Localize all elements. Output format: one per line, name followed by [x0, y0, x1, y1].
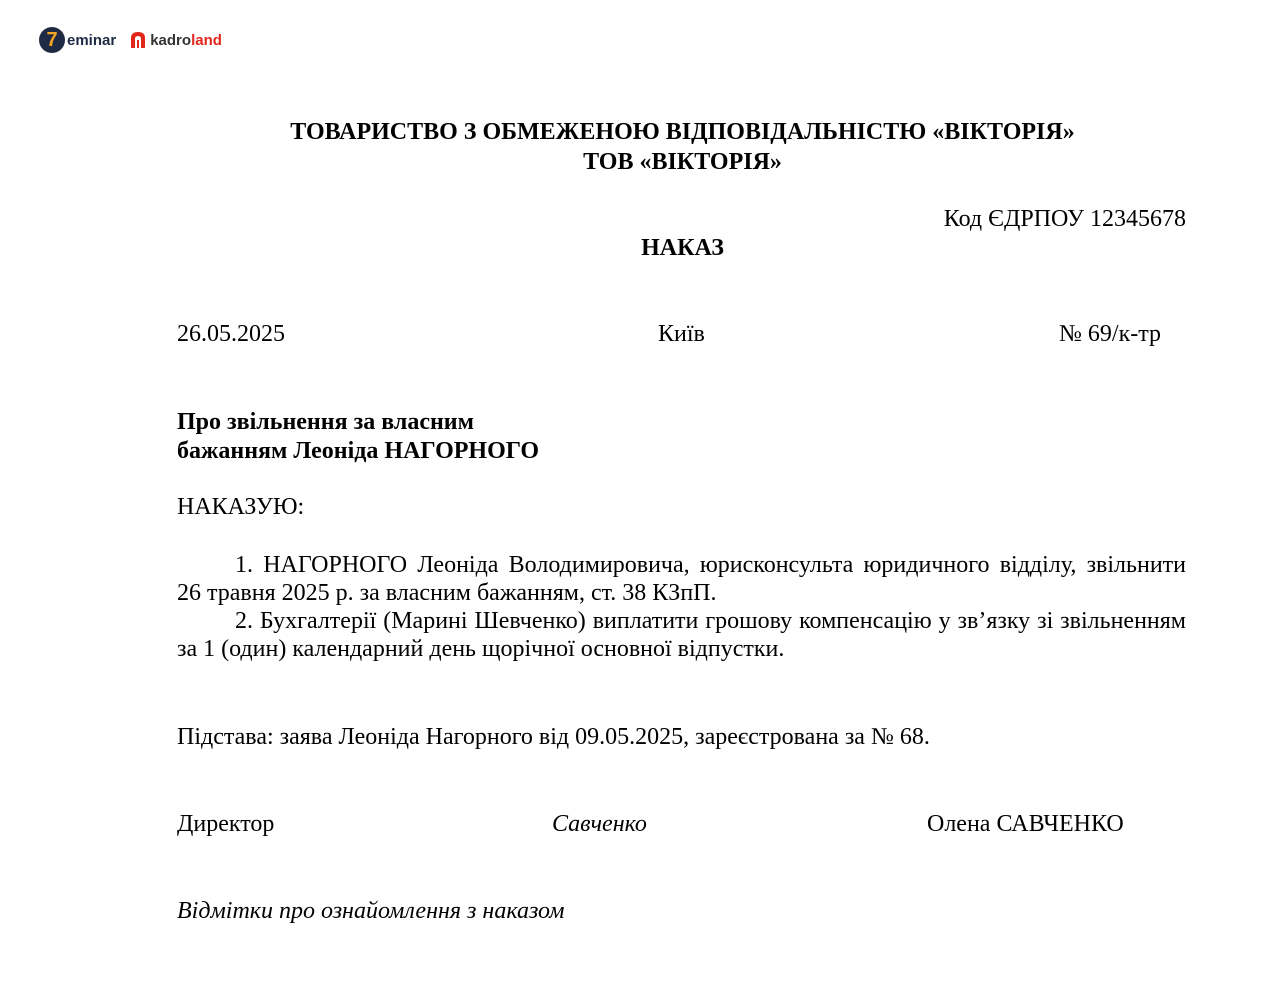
- order-number: № 69/к-тр: [1059, 321, 1161, 347]
- order-item-1: 1. НАГОРНОГО Леоніда Володимировича, юрисконсульта юридичного відділу, звільнити 26 травня 2025 р. за власним бажанням, ст. 38 КЗпП.: [177, 552, 1186, 606]
- order-city: Київ: [658, 321, 705, 347]
- order-basis: Підстава: заява Леоніда Нагорного від 09.05.2025, зареєстрована за № 68.: [177, 724, 930, 750]
- subject-line-1: Про звільнення за власним: [177, 409, 474, 435]
- seminar-logo-text: eminar: [67, 31, 117, 49]
- subject-line-2: бажанням Леоніда НАГОРНОГО: [177, 438, 540, 464]
- document-type: НАКАЗ: [641, 235, 724, 261]
- signature: Савченко: [552, 811, 647, 837]
- signature-position: Директор: [177, 811, 275, 837]
- seminar-logo-icon: 7: [39, 27, 65, 53]
- seminar-logo: [39, 27, 116, 53]
- signatory-name: Олена САВЧЕНКО: [927, 811, 1124, 837]
- acknowledgement-note: Відмітки про ознайомлення з наказом: [177, 898, 565, 924]
- kadroland-logo: [128, 30, 222, 50]
- edrpou-code: Код ЄДРПОУ 12345678: [943, 206, 1186, 232]
- order-date: 26.05.2025: [177, 321, 285, 347]
- org-full-name: ТОВАРИСТВО З ОБМЕЖЕНОЮ ВІДПОВІДАЛЬНІСТЮ «ВІКТОРІЯ»: [290, 119, 1075, 145]
- order-word: НАКАЗУЮ:: [177, 494, 305, 520]
- kadroland-logo-text: kadroland: [150, 31, 222, 49]
- order-item-2: 2. Бухгалтерії (Марині Шевченко) виплатити грошову компенсацію у зв’язку зі звільненням за 1 (один) календарний день щорічної основної відпустки.: [177, 608, 1186, 662]
- order-items: [177, 551, 1186, 663]
- header-logos: [39, 27, 222, 53]
- org-short-name: ТОВ «ВІКТОРІЯ»: [583, 149, 782, 175]
- kadroland-logo-icon: [128, 30, 148, 50]
